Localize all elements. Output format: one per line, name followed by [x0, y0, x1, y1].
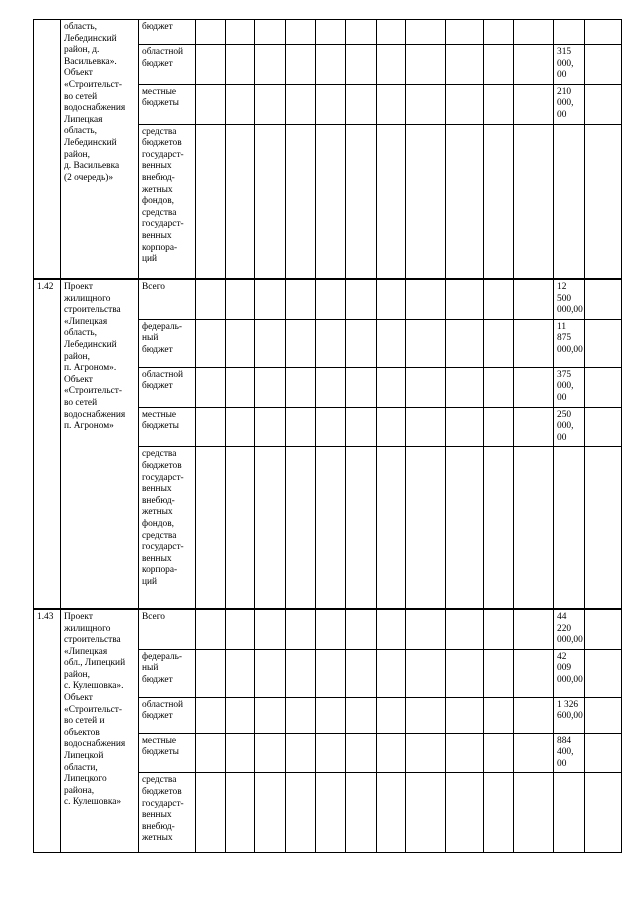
empty-cell	[226, 20, 255, 45]
empty-cell	[196, 319, 226, 367]
empty-cell	[255, 773, 286, 853]
empty-cell	[196, 20, 226, 45]
amount-cell: 44 220 000,00	[554, 609, 585, 649]
empty-cell	[316, 279, 346, 319]
empty-cell	[226, 45, 255, 85]
empty-cell	[346, 84, 377, 124]
empty-cell	[446, 20, 484, 45]
empty-cell	[255, 649, 286, 697]
empty-cell	[286, 447, 316, 609]
empty-cell	[346, 45, 377, 85]
empty-cell	[316, 609, 346, 649]
empty-cell	[446, 319, 484, 367]
empty-cell	[346, 649, 377, 697]
empty-cell	[346, 407, 377, 447]
empty-cell	[514, 407, 554, 447]
empty-cell	[484, 447, 514, 609]
empty-cell	[446, 124, 484, 279]
empty-cell	[446, 84, 484, 124]
funding-source-cell: местные бюджеты	[139, 733, 196, 773]
empty-cell	[446, 773, 484, 853]
empty-cell	[286, 407, 316, 447]
funding-source-cell: областной бюджет	[139, 697, 196, 733]
empty-cell	[377, 649, 406, 697]
empty-cell	[377, 45, 406, 85]
empty-cell	[585, 447, 622, 609]
empty-cell	[484, 84, 514, 124]
empty-cell	[255, 447, 286, 609]
empty-cell	[226, 407, 255, 447]
empty-cell	[514, 367, 554, 407]
empty-cell	[514, 649, 554, 697]
table-row	[34, 279, 622, 319]
empty-cell	[446, 609, 484, 649]
budget-table	[33, 19, 622, 853]
empty-cell	[484, 124, 514, 279]
empty-cell	[196, 649, 226, 697]
empty-cell	[377, 447, 406, 609]
empty-cell	[316, 407, 346, 447]
empty-cell	[514, 319, 554, 367]
empty-cell	[255, 279, 286, 319]
empty-cell	[514, 20, 554, 45]
empty-cell	[585, 319, 622, 367]
empty-cell	[377, 124, 406, 279]
empty-cell	[377, 367, 406, 407]
empty-cell	[226, 609, 255, 649]
empty-cell	[484, 609, 514, 649]
funding-source-cell: средства бюджетов государст- венных внебюд- жетных фондов, средства государст- венных корпора- ций	[139, 447, 196, 609]
empty-cell	[406, 45, 446, 85]
empty-cell	[286, 367, 316, 407]
empty-cell	[196, 45, 226, 85]
empty-cell	[286, 773, 316, 853]
empty-cell	[406, 319, 446, 367]
empty-cell	[406, 733, 446, 773]
empty-cell	[255, 20, 286, 45]
empty-cell	[196, 367, 226, 407]
amount-cell: 315 000, 00	[554, 45, 585, 85]
amount-cell: 11 875 000,00	[554, 319, 585, 367]
project-name-cell: Проект жилищного строительства «Липецкая обл., Липецкий район, с. Кулешовка». Объект «Строительст- во сетей и объектов водоснабжения Липецкой области, Липецкого района, с. Кулешовка»	[61, 609, 139, 853]
empty-cell	[406, 407, 446, 447]
empty-cell	[484, 319, 514, 367]
empty-cell	[196, 609, 226, 649]
empty-cell	[316, 697, 346, 733]
empty-cell	[226, 447, 255, 609]
empty-cell	[406, 367, 446, 407]
empty-cell	[484, 279, 514, 319]
empty-cell	[346, 609, 377, 649]
empty-cell	[484, 697, 514, 733]
empty-cell	[377, 733, 406, 773]
empty-cell	[286, 609, 316, 649]
empty-cell	[286, 279, 316, 319]
empty-cell	[446, 649, 484, 697]
empty-cell	[196, 733, 226, 773]
amount-cell	[554, 124, 585, 279]
empty-cell	[346, 773, 377, 853]
empty-cell	[226, 697, 255, 733]
amount-cell	[554, 447, 585, 609]
empty-cell	[196, 407, 226, 447]
empty-cell	[255, 319, 286, 367]
empty-cell	[514, 84, 554, 124]
funding-source-cell: средства бюджетов государст- венных внебюд- жетных фондов, средства государст- венных корпора- ций	[139, 124, 196, 279]
empty-cell	[585, 697, 622, 733]
empty-cell	[286, 124, 316, 279]
empty-cell	[226, 84, 255, 124]
empty-cell	[484, 407, 514, 447]
funding-source-cell: Всего	[139, 609, 196, 649]
empty-cell	[346, 124, 377, 279]
empty-cell	[585, 279, 622, 319]
empty-cell	[226, 124, 255, 279]
empty-cell	[585, 84, 622, 124]
empty-cell	[196, 84, 226, 124]
empty-cell	[226, 319, 255, 367]
empty-cell	[255, 407, 286, 447]
empty-cell	[196, 124, 226, 279]
funding-source-cell: областной бюджет	[139, 45, 196, 85]
row-number-cell	[34, 20, 61, 280]
empty-cell	[406, 279, 446, 319]
empty-cell	[316, 319, 346, 367]
empty-cell	[255, 84, 286, 124]
empty-cell	[377, 20, 406, 45]
funding-source-cell: средства бюджетов государст- венных внебюд- жетных	[139, 773, 196, 853]
empty-cell	[484, 733, 514, 773]
empty-cell	[255, 609, 286, 649]
empty-cell	[286, 649, 316, 697]
empty-cell	[406, 609, 446, 649]
empty-cell	[406, 124, 446, 279]
empty-cell	[316, 124, 346, 279]
funding-source-cell: местные бюджеты	[139, 84, 196, 124]
empty-cell	[585, 407, 622, 447]
empty-cell	[316, 649, 346, 697]
empty-cell	[377, 84, 406, 124]
empty-cell	[406, 20, 446, 45]
empty-cell	[406, 697, 446, 733]
funding-source-cell: бюджет	[139, 20, 196, 45]
empty-cell	[286, 733, 316, 773]
empty-cell	[316, 20, 346, 45]
empty-cell	[196, 697, 226, 733]
empty-cell	[286, 697, 316, 733]
project-name-cell: область, Лебединский район, д. Васильевка». Объект «Строительст- во сетей водоснабжения Липецкая область, Лебединский район, д. Васильевка (2 очередь)»	[61, 20, 139, 280]
empty-cell	[226, 367, 255, 407]
empty-cell	[484, 773, 514, 853]
empty-cell	[196, 447, 226, 609]
empty-cell	[316, 733, 346, 773]
empty-cell	[226, 773, 255, 853]
empty-cell	[226, 649, 255, 697]
empty-cell	[446, 407, 484, 447]
empty-cell	[585, 733, 622, 773]
empty-cell	[514, 279, 554, 319]
empty-cell	[316, 84, 346, 124]
empty-cell	[484, 367, 514, 407]
amount-cell: 884 400, 00	[554, 733, 585, 773]
empty-cell	[346, 319, 377, 367]
empty-cell	[514, 447, 554, 609]
empty-cell	[514, 697, 554, 733]
funding-source-cell: федераль- ный бюджет	[139, 319, 196, 367]
empty-cell	[484, 649, 514, 697]
funding-source-cell: местные бюджеты	[139, 407, 196, 447]
empty-cell	[585, 20, 622, 45]
empty-cell	[585, 609, 622, 649]
row-number-cell: 1.43	[34, 609, 61, 853]
empty-cell	[446, 447, 484, 609]
empty-cell	[286, 84, 316, 124]
empty-cell	[346, 279, 377, 319]
empty-cell	[346, 20, 377, 45]
empty-cell	[377, 319, 406, 367]
empty-cell	[255, 45, 286, 85]
empty-cell	[585, 773, 622, 853]
empty-cell	[446, 45, 484, 85]
empty-cell	[406, 649, 446, 697]
empty-cell	[255, 733, 286, 773]
empty-cell	[377, 697, 406, 733]
empty-cell	[484, 20, 514, 45]
empty-cell	[346, 697, 377, 733]
amount-cell: 210 000, 00	[554, 84, 585, 124]
empty-cell	[255, 697, 286, 733]
empty-cell	[196, 773, 226, 853]
empty-cell	[406, 773, 446, 853]
table-row	[34, 20, 622, 45]
empty-cell	[316, 447, 346, 609]
funding-source-cell: Всего	[139, 279, 196, 319]
empty-cell	[286, 20, 316, 45]
empty-cell	[316, 45, 346, 85]
project-name-cell: Проект жилищного строительства «Липецкая область, Лебединский район, п. Агроном». Объект «Строительст- во сетей водоснабжения п. Агроном»	[61, 279, 139, 609]
empty-cell	[585, 367, 622, 407]
empty-cell	[406, 447, 446, 609]
row-number-cell: 1.42	[34, 279, 61, 609]
empty-cell	[446, 697, 484, 733]
amount-cell	[554, 20, 585, 45]
empty-cell	[514, 609, 554, 649]
funding-source-cell: областной бюджет	[139, 367, 196, 407]
amount-cell: 12 500 000,00	[554, 279, 585, 319]
empty-cell	[446, 733, 484, 773]
empty-cell	[286, 319, 316, 367]
empty-cell	[316, 367, 346, 407]
amount-cell: 375 000, 00	[554, 367, 585, 407]
empty-cell	[346, 367, 377, 407]
empty-cell	[286, 45, 316, 85]
empty-cell	[346, 733, 377, 773]
empty-cell	[406, 84, 446, 124]
empty-cell	[446, 367, 484, 407]
empty-cell	[377, 279, 406, 319]
empty-cell	[484, 45, 514, 85]
amount-cell: 42 009 000,00	[554, 649, 585, 697]
amount-cell	[554, 773, 585, 853]
funding-source-cell: федераль- ный бюджет	[139, 649, 196, 697]
empty-cell	[346, 447, 377, 609]
empty-cell	[196, 279, 226, 319]
empty-cell	[585, 45, 622, 85]
empty-cell	[226, 733, 255, 773]
empty-cell	[377, 773, 406, 853]
empty-cell	[514, 733, 554, 773]
empty-cell	[377, 609, 406, 649]
empty-cell	[316, 773, 346, 853]
empty-cell	[514, 773, 554, 853]
empty-cell	[255, 367, 286, 407]
empty-cell	[585, 649, 622, 697]
empty-cell	[514, 45, 554, 85]
empty-cell	[255, 124, 286, 279]
empty-cell	[226, 279, 255, 319]
empty-cell	[514, 124, 554, 279]
empty-cell	[585, 124, 622, 279]
amount-cell: 250 000, 00	[554, 407, 585, 447]
empty-cell	[446, 279, 484, 319]
empty-cell	[377, 407, 406, 447]
amount-cell: 1 326 600,00	[554, 697, 585, 733]
table-row	[34, 609, 622, 649]
